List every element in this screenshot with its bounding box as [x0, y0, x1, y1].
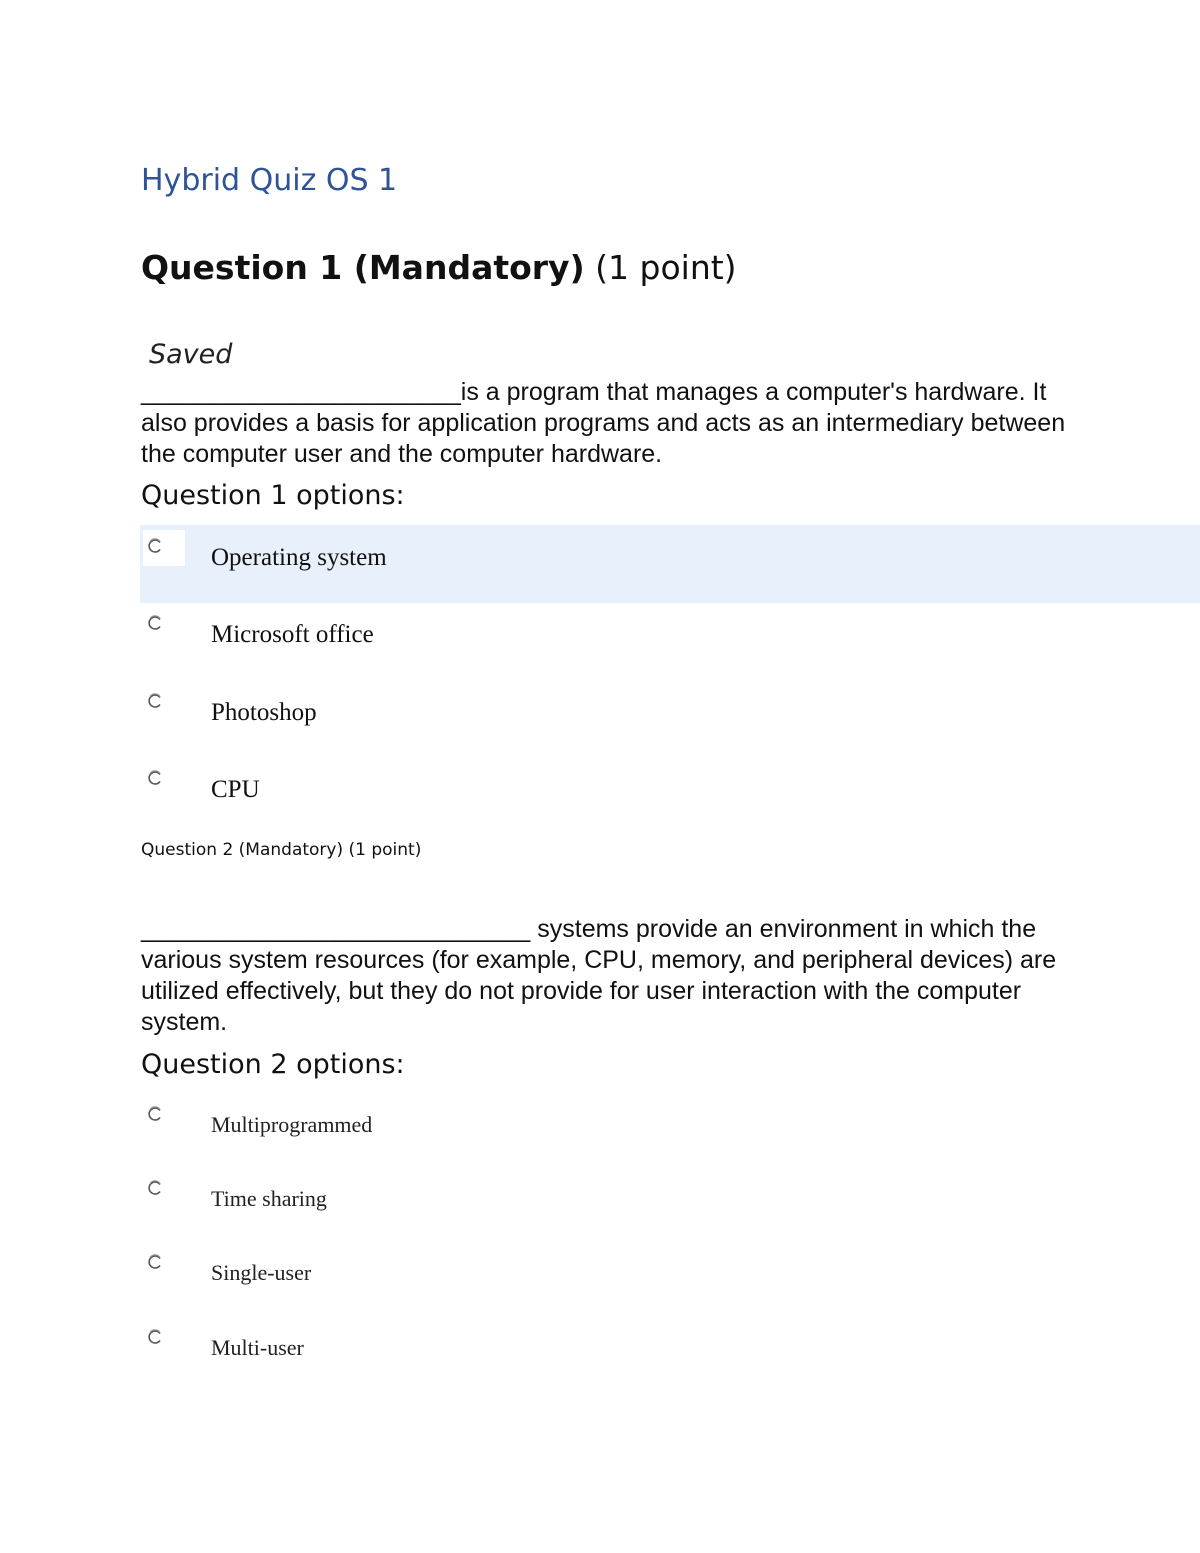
radio-button-icon[interactable]: [147, 538, 163, 554]
radio-button-icon[interactable]: [147, 615, 163, 631]
option-label: Multi-user: [211, 1335, 304, 1360]
radio-button-icon[interactable]: [147, 1329, 163, 1345]
option-label: Operating system: [211, 544, 387, 571]
question-1-heading-label: Question 1 (Mandatory): [141, 248, 585, 287]
question-1-points: (1 point): [595, 248, 737, 287]
option-label: CPU: [211, 776, 260, 803]
saved-status: Saved: [149, 339, 233, 370]
radio-button-icon[interactable]: [147, 1180, 163, 1196]
radio-button-icon[interactable]: [147, 1254, 163, 1270]
question-1-options-heading: Question 1 options:: [141, 480, 405, 511]
radio-button-icon[interactable]: [147, 1106, 163, 1122]
option-label: Multiprogrammed: [211, 1112, 373, 1137]
question-2-heading: Question 2 (Mandatory) (1 point): [141, 840, 422, 860]
question-2-text: ____________________________ systems provide an environment in which the various system resources (for example, CPU, memory, and peripheral devices) are utilized effectively, but they do not provide for user interaction with the computer system.: [141, 915, 1057, 1036]
option-label: Microsoft office: [211, 621, 374, 648]
option-label: Single-user: [211, 1260, 312, 1285]
option-label: Time sharing: [211, 1186, 327, 1211]
radio-button-icon[interactable]: [147, 770, 163, 786]
question-1-text: _______________________is a program that manages a computer's hardware. It also provides a basis for application programs and acts as an intermediary between the computer user and the computer hardware.: [141, 378, 1066, 468]
question-2-options-heading: Question 2 options:: [141, 1049, 405, 1080]
quiz-title: Hybrid Quiz OS 1: [141, 163, 398, 198]
question-1-heading: [141, 248, 737, 287]
radio-button-icon[interactable]: [147, 693, 163, 709]
option-label: Photoshop: [211, 699, 317, 726]
